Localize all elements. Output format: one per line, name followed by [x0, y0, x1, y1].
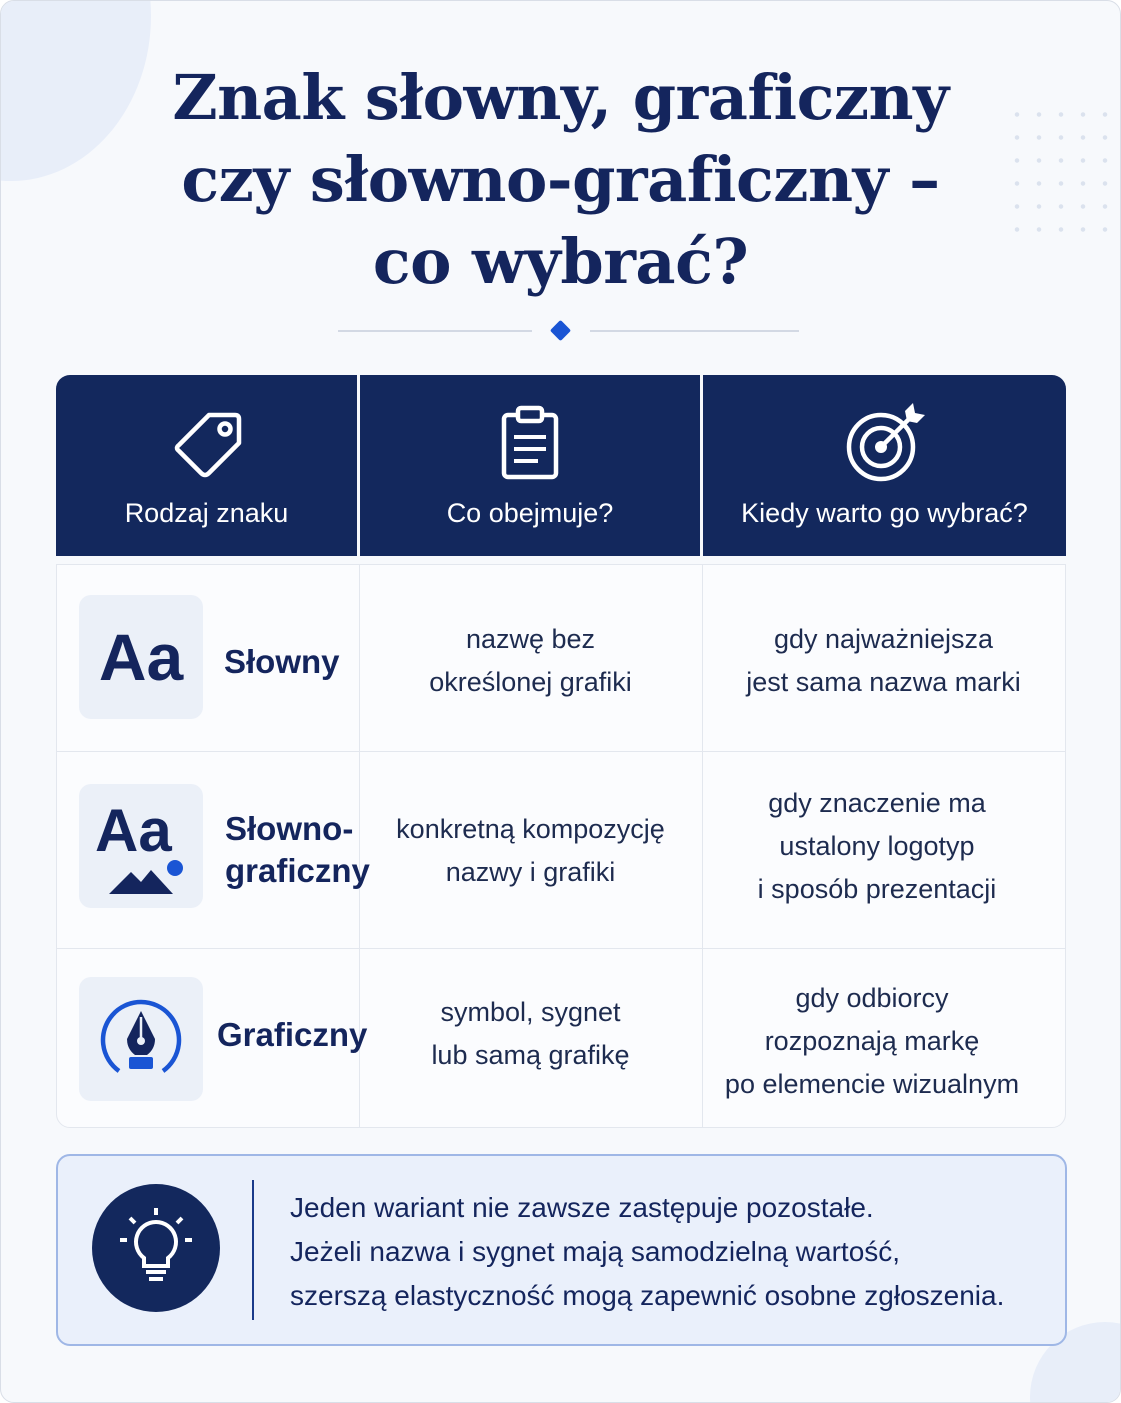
clipboard-icon — [488, 401, 572, 485]
tip-text: Jeden wariant nie zawsze zastępuje pozostałe. Jeżeli nazwa i sygnet mają samodzielną wartość, szerszą elastyczność mogą zapewnić osobne zgłoszenia. — [290, 1192, 1005, 1311]
header-label-covers: Co obejmuje? — [446, 498, 614, 528]
mountain-icon — [105, 860, 195, 900]
row-type-label: Graficzny — [217, 1016, 368, 1053]
title-line-3: co wybrać? — [372, 225, 749, 298]
title-line-2: czy słowno-graficzny – — [181, 143, 940, 216]
row-type-label: Słowny — [224, 643, 340, 680]
header-label-when: Kiedy warto go wybrać? — [741, 498, 1028, 528]
row-when-text: gdy najważniejsza jest sama nazwa marki — [746, 624, 1021, 697]
row-covers-text: konkretną kompozycję nazwy i grafiki — [396, 814, 665, 887]
lightbulb-icon — [92, 1184, 220, 1312]
table-row — [57, 752, 1065, 948]
tip-box — [56, 1154, 1067, 1346]
diamond-icon — [550, 320, 571, 341]
header-cell-type — [56, 375, 357, 556]
tag-icon — [165, 401, 249, 485]
row-when-text: gdy znaczenie ma ustalony logotyp i sposób prezentacji — [757, 788, 997, 904]
table-row — [57, 565, 1065, 751]
header-cell-covers — [360, 375, 700, 556]
page-title — [1, 57, 1120, 303]
table-header — [56, 375, 1066, 556]
header-cell-when — [703, 375, 1066, 556]
row-when-text: gdy odbiorcy rozpoznają markę po elemencie wizualnym — [724, 983, 1020, 1099]
header-label-type: Rodzaj znaku — [124, 498, 289, 528]
tip-separator — [252, 1180, 254, 1320]
text-aa-icon: Aa — [79, 595, 203, 719]
title-line-1: Znak słowny, graficzny — [172, 61, 949, 134]
text-image-icon: Aa — [79, 784, 203, 908]
table-row — [57, 949, 1065, 1127]
target-icon — [843, 401, 927, 485]
title-divider-right — [590, 330, 799, 332]
pen-nib-icon — [79, 977, 203, 1101]
title-divider-left — [338, 330, 532, 332]
table-body — [56, 564, 1066, 1128]
row-covers-text: nazwę bez określonej grafiki — [429, 624, 632, 697]
row-type-label: Słowno- graficzny — [225, 810, 370, 889]
row-covers-text: symbol, sygnet lub samą grafikę — [431, 997, 630, 1070]
